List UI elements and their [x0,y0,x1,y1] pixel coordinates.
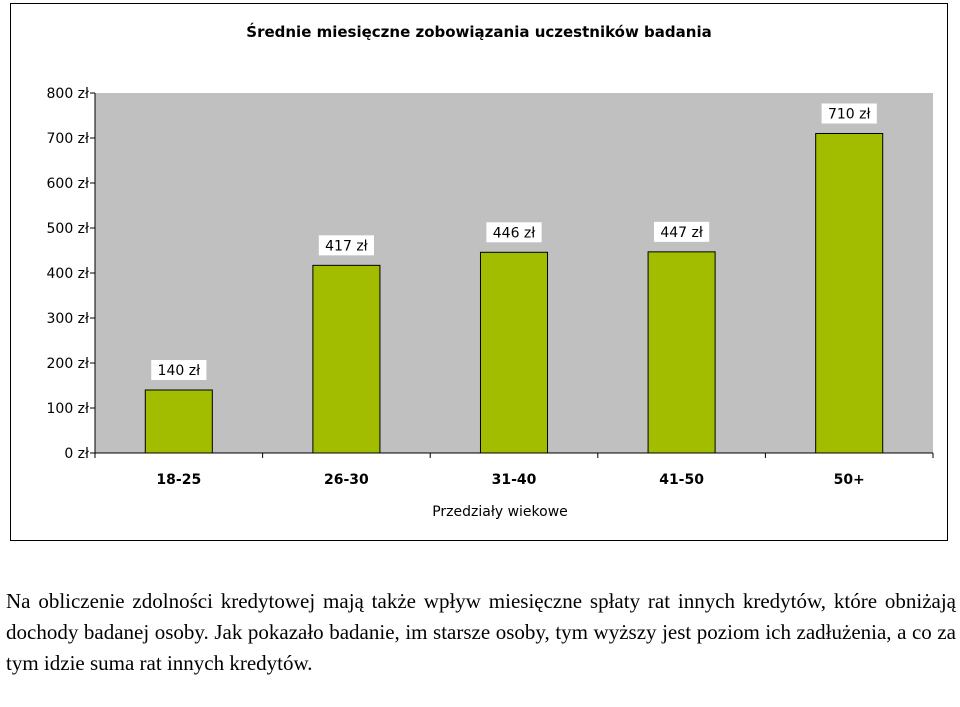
y-tick-label: 700 zł [46,131,89,147]
data-label: 417 zł [325,238,368,255]
y-tick-label: 100 zł [46,401,89,417]
body-paragraph: Na obliczenie zdolności kredytowej mają także wpływ miesięczne spłaty rat innych kredytów, które obniżają dochody badanej osoby. Jak pokazało badanie, im starsze osoby, tym wyższy jest poziom ich zadłużenia, a co za tym idzie suma rat innych kredytów. [6,589,956,675]
x-tick-label: 41-50 [659,472,704,488]
bar-chart [11,4,947,540]
x-tick-label: 26-30 [324,472,369,488]
y-tick-label: 0 zł [64,446,89,462]
x-tick-label: 31-40 [491,472,537,488]
y-axis [47,86,96,462]
data-label: 446 zł [492,225,536,242]
data-label: 140 zł [157,363,201,379]
x-axis [95,453,933,488]
bar [145,390,212,453]
y-tick-label: 500 zł [46,221,89,237]
data-label: 447 zł [660,224,703,241]
y-tick-label: 600 zł [46,176,89,192]
bar [816,134,883,454]
x-tick-label: 18-25 [156,472,202,488]
chart-title: Średnie miesięczne zobowiązania uczestników badania [246,23,712,41]
y-tick-label: 200 zł [46,356,89,372]
y-tick-label: 300 zł [46,311,89,327]
data-label: 710 zł [827,106,871,123]
y-tick-label: 400 zł [46,266,89,282]
x-tick-label: 50+ [833,472,865,488]
chart-frame [10,3,948,541]
x-axis-title: Przedziały wiekowe [432,504,568,520]
bar [480,252,547,453]
bar [313,265,380,453]
y-tick-label: 800 zł [46,86,89,102]
bar [648,252,715,453]
